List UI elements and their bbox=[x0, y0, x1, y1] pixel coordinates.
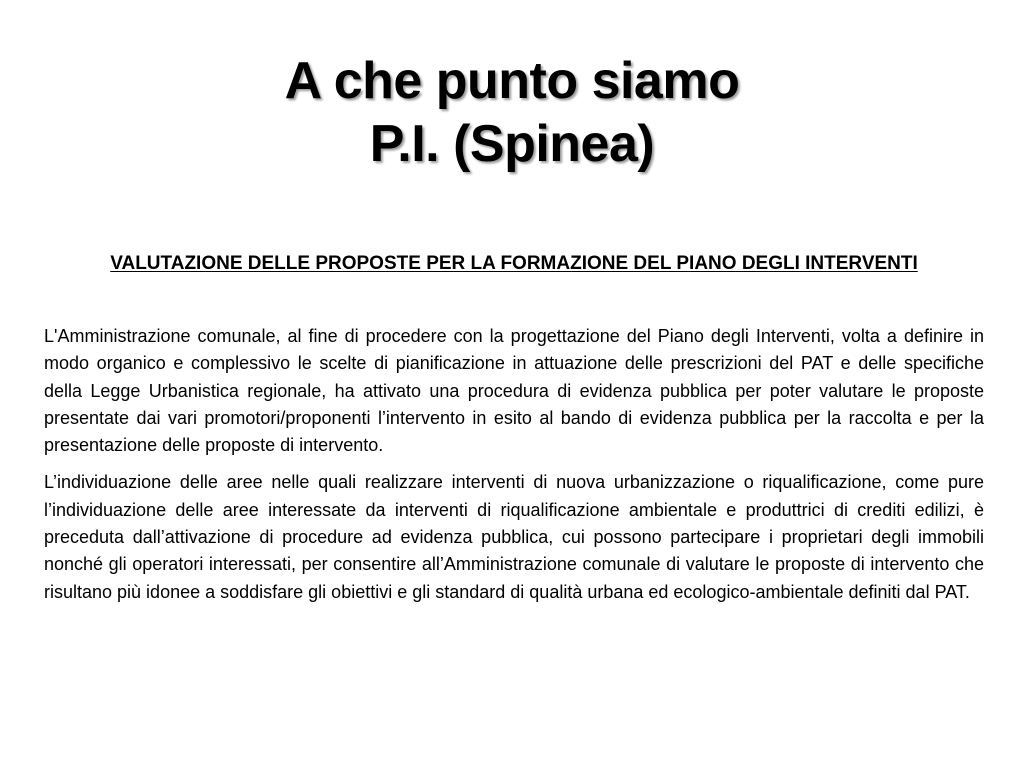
section-heading: VALUTAZIONE DELLE PROPOSTE PER LA FORMAZIONE DEL PIANO DEGLI INTERVENTI bbox=[110, 253, 918, 274]
paragraph-2: L’individuazione delle aree nelle quali realizzare interventi di nuova urbanizzazione o riqualificazione, come pure l’individuazione delle aree interessate da interventi di riqualificazione ambientale e produttrici di crediti edilizi, è preceduta dall’attivazione di procedure ad evidenza pubblica, cui possono partecipare i proprietari degli immobili nonché gli operatori interessati, per consentire all’Amministrazione comunale di valutare le proposte di intervento che risultano più idonee a soddisfare gli obiettivi e gli standard di qualità urbana ed ecologico-ambientale definiti dal PAT. bbox=[44, 472, 984, 602]
slide-title bbox=[0, 50, 1024, 176]
body-text bbox=[44, 323, 984, 616]
paragraph-1: L'Amministrazione comunale, al fine di procedere con la progettazione del Piano degli Interventi, volta a definire in modo organico e complessivo le scelte di pianificazione in attuazione delle prescrizioni del PAT e delle specifiche della Legge Urbanistica regionale, ha attivato una procedura di evidenza pubblica per poter valutare le proposte presentate dai vari promotori/proponenti l’intervento in esito al bando di evidenza pubblica per la raccolta e per la presentazione delle proposte di intervento. bbox=[44, 326, 984, 456]
slide-title-line-1: A che punto siamo bbox=[284, 52, 740, 110]
slide-title-line-2: P.I. (Spinea) bbox=[369, 115, 655, 173]
